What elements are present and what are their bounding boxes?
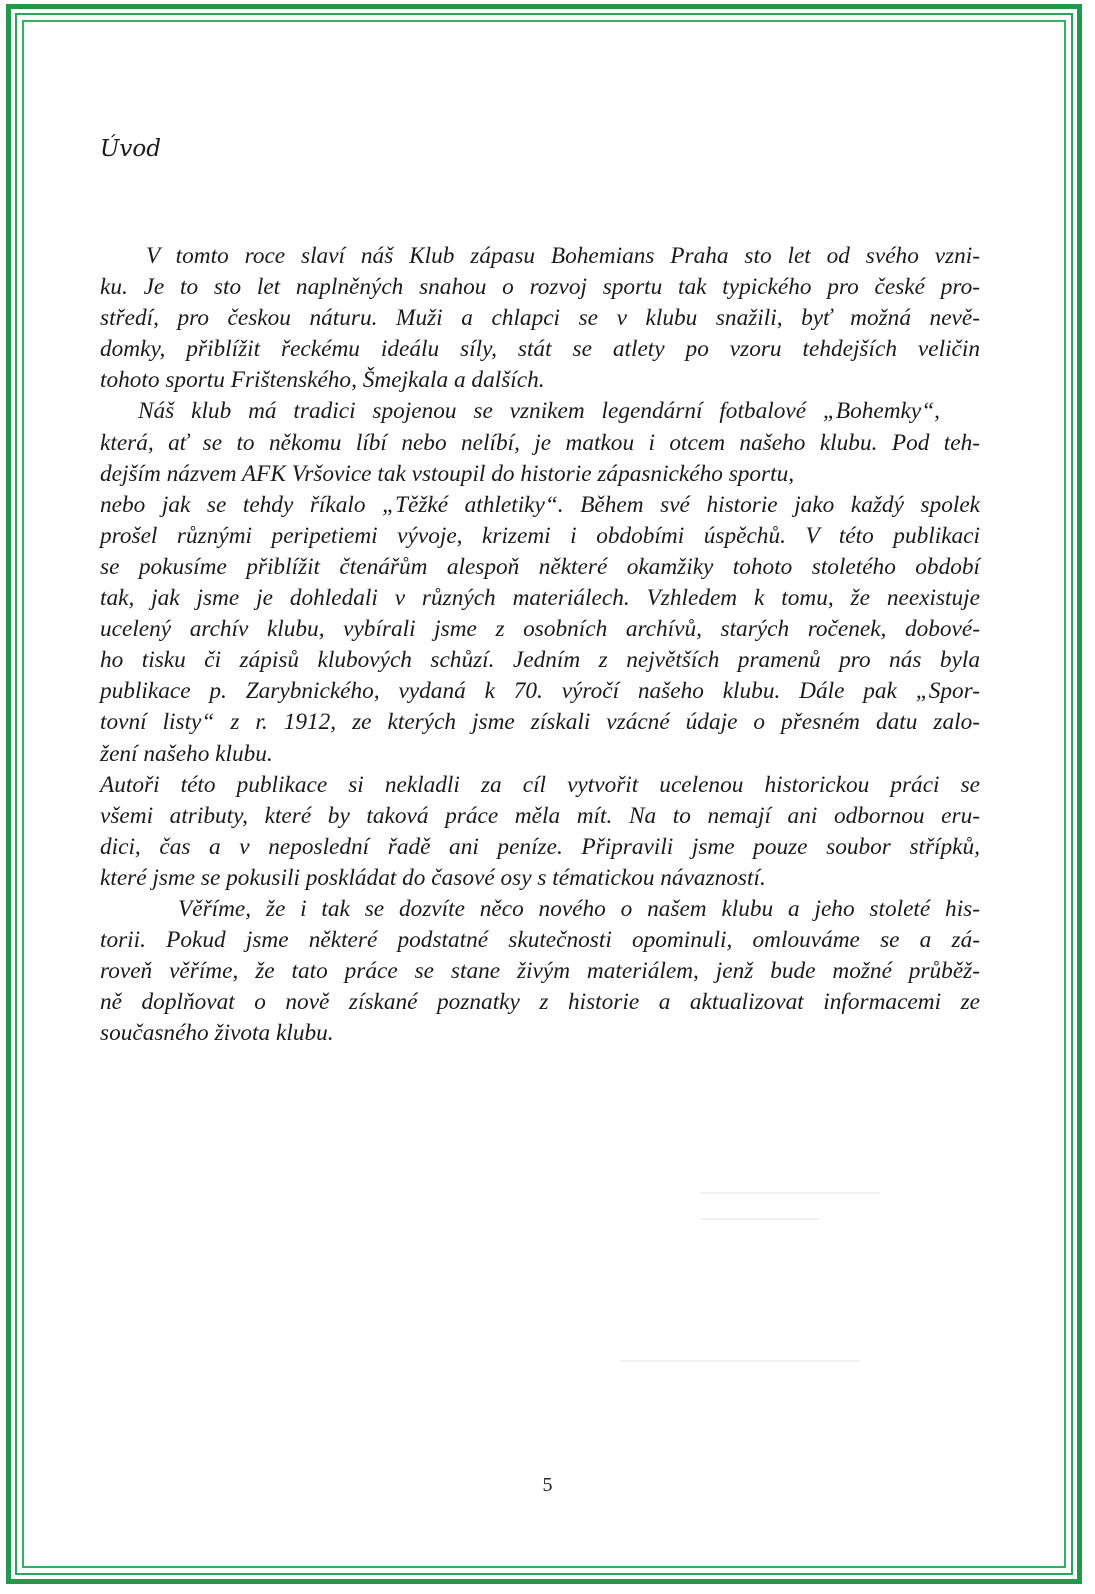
text-line: V tomto roce slaví náš Klub zápasu Bohemians Praha sto let od svého vzni- bbox=[146, 243, 980, 269]
text-line: dici, čas a v neposlední řadě ani peníze. Připravili jsme pouze soubor střípků, bbox=[100, 833, 980, 860]
text-line: torii. Pokud jsme některé podstatné skutečnosti opominuli, omlouváme se a zá- bbox=[100, 927, 980, 954]
text-line: domky, přiblížit řeckému ideálu síly, stát se atlety po vzoru tehdejších veličin bbox=[100, 336, 980, 363]
text-line: tohoto sportu Frištenského, Šmejkala a dalších. bbox=[100, 367, 545, 394]
text-line: ucelený archív klubu, vybírali jsme z osobních archívů, starých ročenek, dobové- bbox=[100, 616, 980, 643]
text-line: současného života klubu. bbox=[100, 1020, 334, 1047]
text-line: publikace p. Zarybnického, vydaná k 70. výročí našeho klubu. Dále pak „Spor- bbox=[100, 678, 980, 705]
page-heading: Úvod bbox=[100, 136, 161, 162]
text-line: Věříme, že i tak se dozvíte něco nového o našem klubu a jeho stoleté his- bbox=[178, 895, 980, 922]
bleed-through-mark bbox=[620, 1360, 860, 1362]
text-line: ně doplňovat o nově získané poznatky z historie a aktualizovat informacemi ze bbox=[100, 989, 980, 1016]
text-line: roveň věříme, že tato práce se stane živým materiálem, jenž bude možné průběž- bbox=[100, 958, 980, 985]
text-line: ku. Je to sto let naplněných snahou o rozvoj sportu tak typického pro české pro- bbox=[100, 274, 980, 301]
text-line: dejším názvem AFK Vršovice tak vstoupil do historie zápasnického sportu, bbox=[100, 460, 795, 487]
page-number: 5 bbox=[542, 1474, 553, 1496]
text-line: které jsme se pokusili poskládat do časové osy s tématickou návazností. bbox=[100, 864, 766, 891]
body-text bbox=[100, 241, 980, 1049]
text-line: Náš klub má tradici spojenou se vznikem legendární fotbalové „Bohemky“, bbox=[138, 398, 940, 425]
text-line: středí, pro českou náturu. Muži a chlapci se v klubu snažili, byť možná nevě- bbox=[100, 305, 980, 332]
text-line: prošel různými peripetiemi vývoje, krizemi i obdobími úspěchů. V této publikaci bbox=[100, 522, 980, 549]
text-line: se pokusíme přiblížit čtenářům alespoň některé okamžiky tohoto stoletého období bbox=[100, 553, 980, 580]
text-line: Autoři této publikace si nekladli za cíl vytvořit ucelenou historickou práci se bbox=[100, 771, 980, 798]
bleed-through-mark bbox=[700, 1218, 820, 1220]
text-line: tovní listy“ z r. 1912, ze kterých jsme získali vzácné údaje o přesném datu zalo- bbox=[100, 709, 980, 736]
text-line: žení našeho klubu. bbox=[100, 740, 273, 767]
text-line: která, ať se to někomu líbí nebo nelíbí, je matkou i otcem našeho klubu. Pod teh- bbox=[100, 429, 980, 456]
text-line: tak, jak jsme je dohledali v různých materiálech. Vzhledem k tomu, že neexistuje bbox=[100, 585, 980, 612]
text-line: ho tisku či zápisů klubových schůzí. Jedním z největších pramenů pro nás byla bbox=[100, 647, 980, 674]
text-line: nebo jak se tehdy říkalo „Těžké athletiky“. Během své historie jako každý spolek bbox=[100, 491, 980, 518]
bleed-through-mark bbox=[700, 1192, 880, 1194]
text-line: všemi atributy, které by taková práce měla mít. Na to nemají ani odbornou eru- bbox=[100, 802, 980, 829]
